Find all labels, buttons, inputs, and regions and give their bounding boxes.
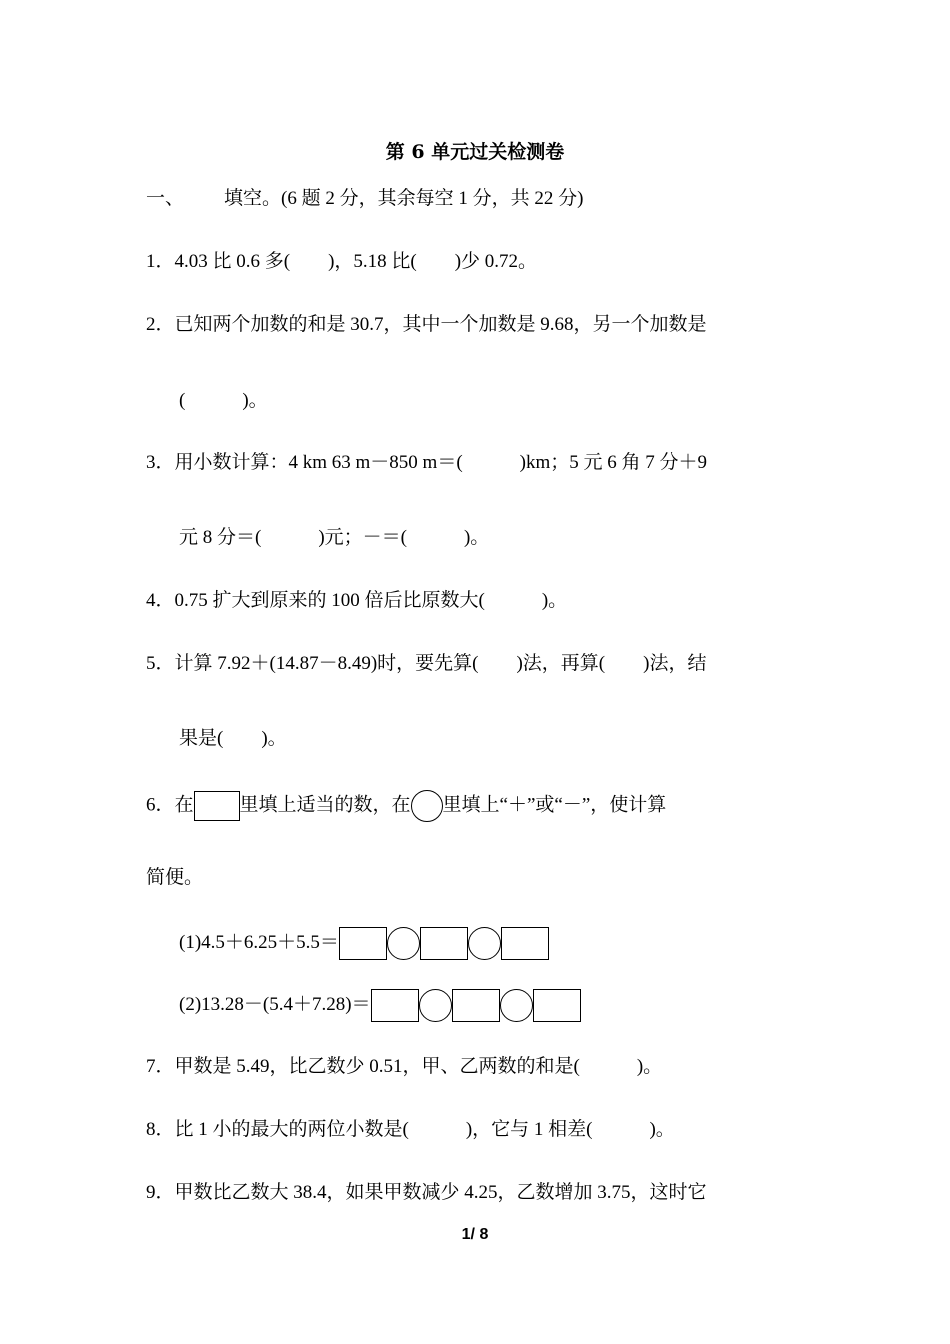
question-8: 8．比 1 小的最大的两位小数是( )，它与 1 相差( )。 (146, 1119, 675, 1140)
q6-text-2: 里填上适当的数，在 (239, 794, 411, 816)
blank-box-icon (194, 791, 240, 821)
blank-circle-icon (411, 790, 443, 822)
page-title: 第 6 单元过关检测卷 (385, 141, 565, 163)
operator-circle-icon (419, 989, 452, 1022)
q6-1-expression: (1)4.5＋6.25＋5.5＝ (179, 931, 339, 953)
answer-box-icon (501, 927, 549, 960)
question-5-line-1: 5．计算 7.92＋(14.87－8.49)时，要先算( )法，再算( )法，结 (146, 653, 707, 674)
answer-box-icon (371, 989, 419, 1022)
question-2-line-1: 2．已知两个加数的和是 30.7，其中一个加数是 9.68，另一个加数是 (146, 314, 707, 335)
answer-box-icon (420, 927, 468, 960)
question-3-line-2: 元 8 分＝( )元；－＝( )。 (179, 527, 490, 548)
question-2-line-2: ( )。 (179, 390, 268, 411)
question-6-sub-2 (179, 989, 581, 1022)
page-number: 1/ 8 (461, 1226, 489, 1243)
question-6-line-2: 简便。 (146, 867, 204, 888)
answer-shapes (339, 927, 549, 960)
question-6-line-1 (146, 790, 666, 822)
section-heading (146, 187, 583, 211)
question-9: 9．甲数比乙数大 38.4，如果甲数减少 4.25，乙数增加 3.75，这时它 (146, 1182, 707, 1203)
answer-box-icon (533, 989, 581, 1022)
question-6-sub-1 (179, 927, 549, 960)
answer-shapes (371, 989, 581, 1022)
question-1: 1．4.03 比 0.6 多( )，5.18 比( )少 0.72。 (146, 251, 538, 272)
section-number: 一、 (146, 188, 185, 209)
section-text: 填空。(6 题 2 分，其余每空 1 分，共 22 分) (224, 188, 584, 209)
q6-2-expression: (2)13.28－(5.4＋7.28)＝ (179, 993, 371, 1015)
question-5-line-2: 果是( )。 (179, 728, 287, 749)
q6-text-3: 里填上“＋”或“－”，使计算 (442, 794, 667, 816)
answer-box-icon (339, 927, 387, 960)
operator-circle-icon (387, 927, 420, 960)
question-3-line-1: 3．用小数计算：4 km 63 m－850 m＝( )km；5 元 6 角 7 分＋9 (146, 452, 708, 473)
q6-text-1: 6．在 (146, 794, 194, 816)
question-4: 4．0.75 扩大到原来的 100 倍后比原数大( )。 (146, 590, 568, 611)
question-7: 7．甲数是 5.49，比乙数少 0.51，甲、乙两数的和是( )。 (146, 1056, 663, 1077)
operator-circle-icon (500, 989, 533, 1022)
operator-circle-icon (468, 927, 501, 960)
answer-box-icon (452, 989, 500, 1022)
